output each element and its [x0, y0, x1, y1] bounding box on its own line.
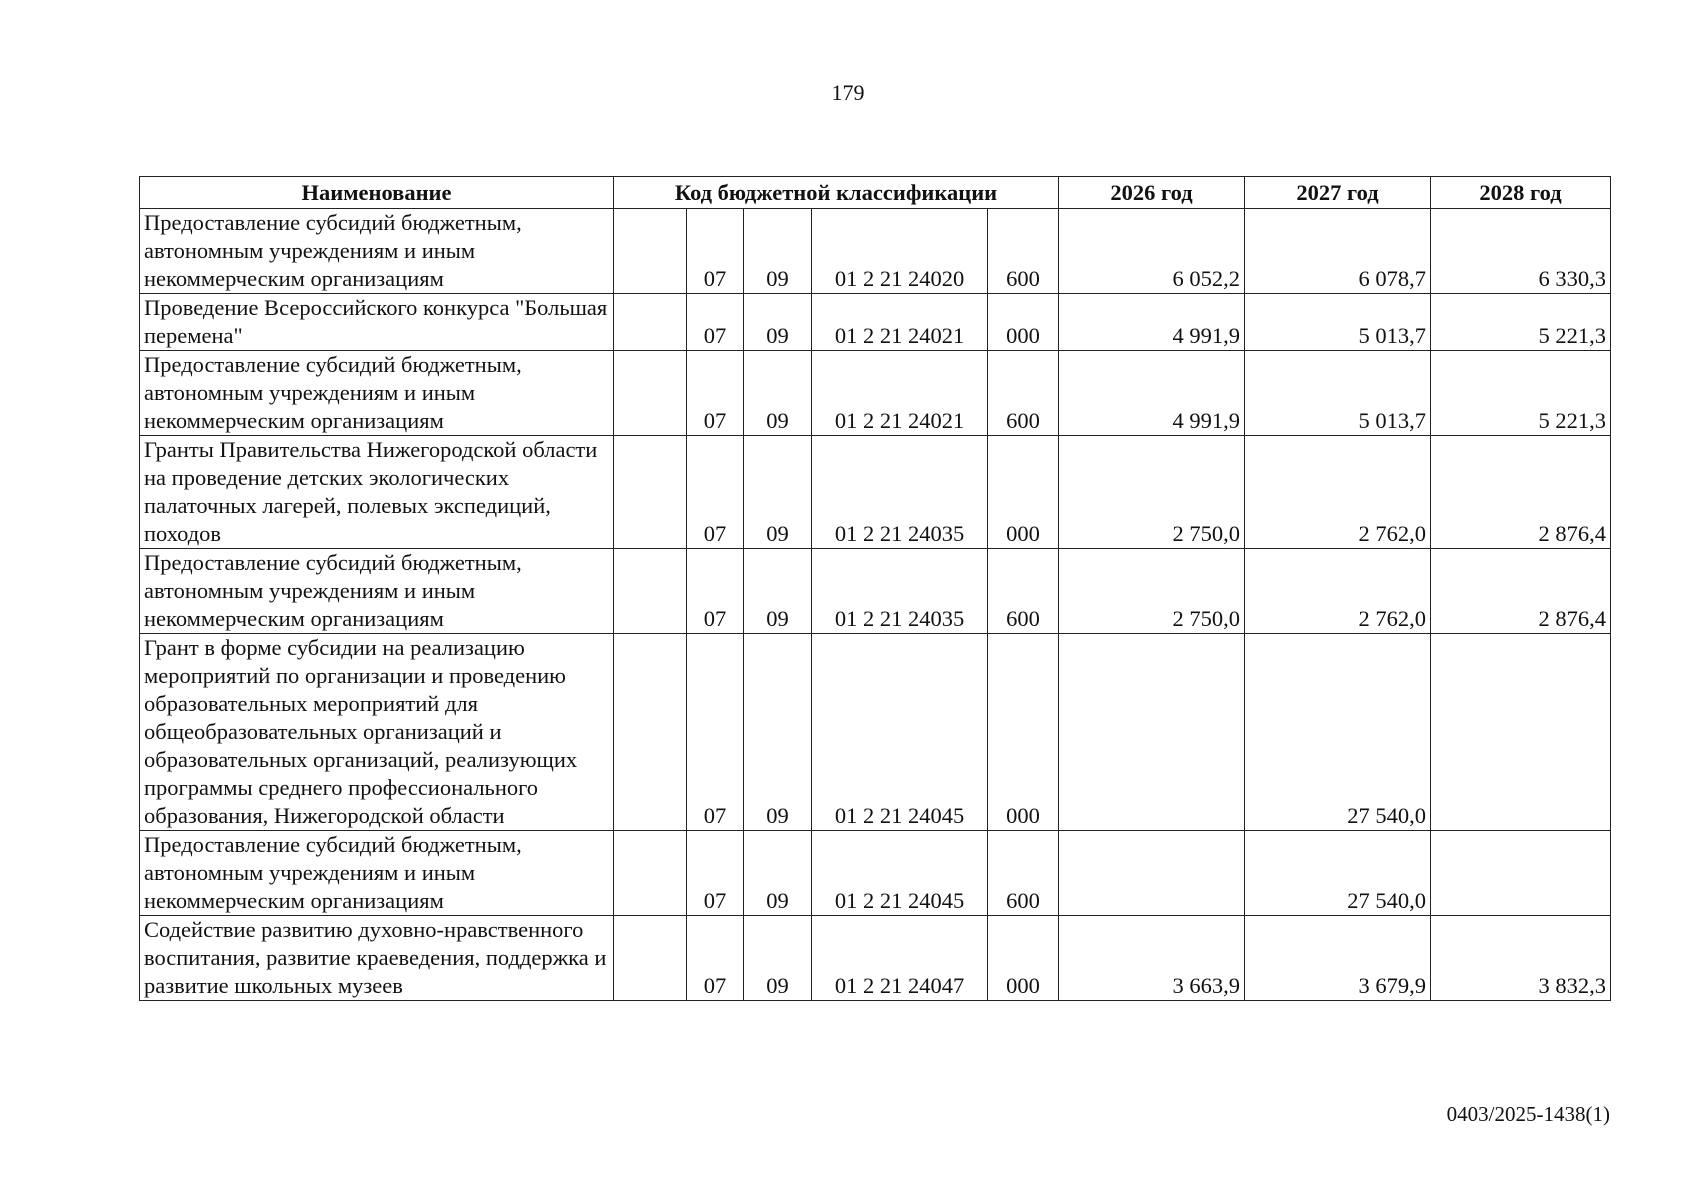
header-2028: 2028 год [1431, 177, 1611, 209]
document-code: 0403/2025-1438(1) [1446, 1102, 1610, 1126]
value-2026: 4 991,9 [1059, 294, 1245, 351]
code-target: 01 2 21 24021 [812, 294, 988, 351]
value-2028: 6 330,3 [1431, 209, 1611, 294]
code-expense-type: 600 [988, 831, 1059, 916]
empty-cell [614, 209, 687, 294]
code-expense-type: 600 [988, 351, 1059, 436]
code-subsection: 09 [744, 831, 812, 916]
code-section: 07 [687, 549, 744, 634]
code-expense-type: 600 [988, 209, 1059, 294]
code-target: 01 2 21 24047 [812, 916, 988, 1001]
header-name: Наименование [140, 177, 614, 209]
code-subsection: 09 [744, 209, 812, 294]
row-name: Грант в форме субсидии на реализацию мероприятий по организации и проведению образовательных мероприятий для общеобразовательных организаций и образовательных организаций, реализующих программы среднего профессионального образования, Нижегородской области [140, 634, 614, 831]
value-2028: 3 832,3 [1431, 916, 1611, 1001]
value-2028: 2 876,4 [1431, 436, 1611, 549]
table-row [140, 436, 1611, 549]
code-expense-type: 000 [988, 436, 1059, 549]
code-subsection: 09 [744, 294, 812, 351]
code-expense-type: 000 [988, 294, 1059, 351]
value-2027: 6 078,7 [1245, 209, 1431, 294]
row-name: Предоставление субсидий бюджетным, автономным учреждениям и иным некоммерческим организациям [140, 351, 614, 436]
value-2026: 6 052,2 [1059, 209, 1245, 294]
empty-cell [614, 916, 687, 1001]
value-2026: 2 750,0 [1059, 549, 1245, 634]
value-2027: 5 013,7 [1245, 294, 1431, 351]
code-section: 07 [687, 351, 744, 436]
value-2028 [1431, 831, 1611, 916]
table-row [140, 549, 1611, 634]
code-subsection: 09 [744, 351, 812, 436]
code-section: 07 [687, 436, 744, 549]
table-row [140, 351, 1611, 436]
row-name: Предоставление субсидий бюджетным, автономным учреждениям и иным некоммерческим организациям [140, 549, 614, 634]
table-row [140, 916, 1611, 1001]
table-row [140, 831, 1611, 916]
table-header-row [140, 177, 1611, 209]
code-target: 01 2 21 24035 [812, 436, 988, 549]
row-name: Гранты Правительства Нижегородской области на проведение детских экологических палаточных лагерей, полевых экспедиций, походов [140, 436, 614, 549]
value-2027: 5 013,7 [1245, 351, 1431, 436]
code-subsection: 09 [744, 549, 812, 634]
empty-cell [614, 549, 687, 634]
value-2026: 2 750,0 [1059, 436, 1245, 549]
code-subsection: 09 [744, 436, 812, 549]
value-2027: 2 762,0 [1245, 549, 1431, 634]
empty-cell [614, 634, 687, 831]
code-expense-type: 600 [988, 549, 1059, 634]
code-target: 01 2 21 24045 [812, 831, 988, 916]
code-expense-type: 000 [988, 634, 1059, 831]
code-section: 07 [687, 209, 744, 294]
value-2027: 27 540,0 [1245, 831, 1431, 916]
empty-cell [614, 351, 687, 436]
value-2027: 27 540,0 [1245, 634, 1431, 831]
value-2026: 4 991,9 [1059, 351, 1245, 436]
row-name: Содействие развитию духовно-нравственного воспитания, развитие краеведения, поддержка и развитие школьных музеев [140, 916, 614, 1001]
value-2027: 2 762,0 [1245, 436, 1431, 549]
empty-cell [614, 831, 687, 916]
code-target: 01 2 21 24035 [812, 549, 988, 634]
value-2028: 5 221,3 [1431, 351, 1611, 436]
code-section: 07 [687, 634, 744, 831]
header-code: Код бюджетной классификации [614, 177, 1059, 209]
value-2028 [1431, 634, 1611, 831]
budget-table [139, 176, 1611, 1001]
code-expense-type: 000 [988, 916, 1059, 1001]
value-2026 [1059, 634, 1245, 831]
empty-cell [614, 294, 687, 351]
value-2026 [1059, 831, 1245, 916]
row-name: Предоставление субсидий бюджетным, автономным учреждениям и иным некоммерческим организациям [140, 209, 614, 294]
code-section: 07 [687, 294, 744, 351]
value-2028: 2 876,4 [1431, 549, 1611, 634]
empty-cell [614, 436, 687, 549]
code-target: 01 2 21 24045 [812, 634, 988, 831]
table-row [140, 294, 1611, 351]
code-target: 01 2 21 24020 [812, 209, 988, 294]
header-2027: 2027 год [1245, 177, 1431, 209]
header-2026: 2026 год [1059, 177, 1245, 209]
table-row [140, 634, 1611, 831]
code-section: 07 [687, 831, 744, 916]
code-target: 01 2 21 24021 [812, 351, 988, 436]
value-2028: 5 221,3 [1431, 294, 1611, 351]
row-name: Предоставление субсидий бюджетным, автономным учреждениям и иным некоммерческим организациям [140, 831, 614, 916]
page-number: 179 [831, 80, 865, 105]
code-subsection: 09 [744, 634, 812, 831]
value-2027: 3 679,9 [1245, 916, 1431, 1001]
code-section: 07 [687, 916, 744, 1001]
code-subsection: 09 [744, 916, 812, 1001]
value-2026: 3 663,9 [1059, 916, 1245, 1001]
table-row [140, 209, 1611, 294]
row-name: Проведение Всероссийского конкурса "Большая перемена" [140, 294, 614, 351]
